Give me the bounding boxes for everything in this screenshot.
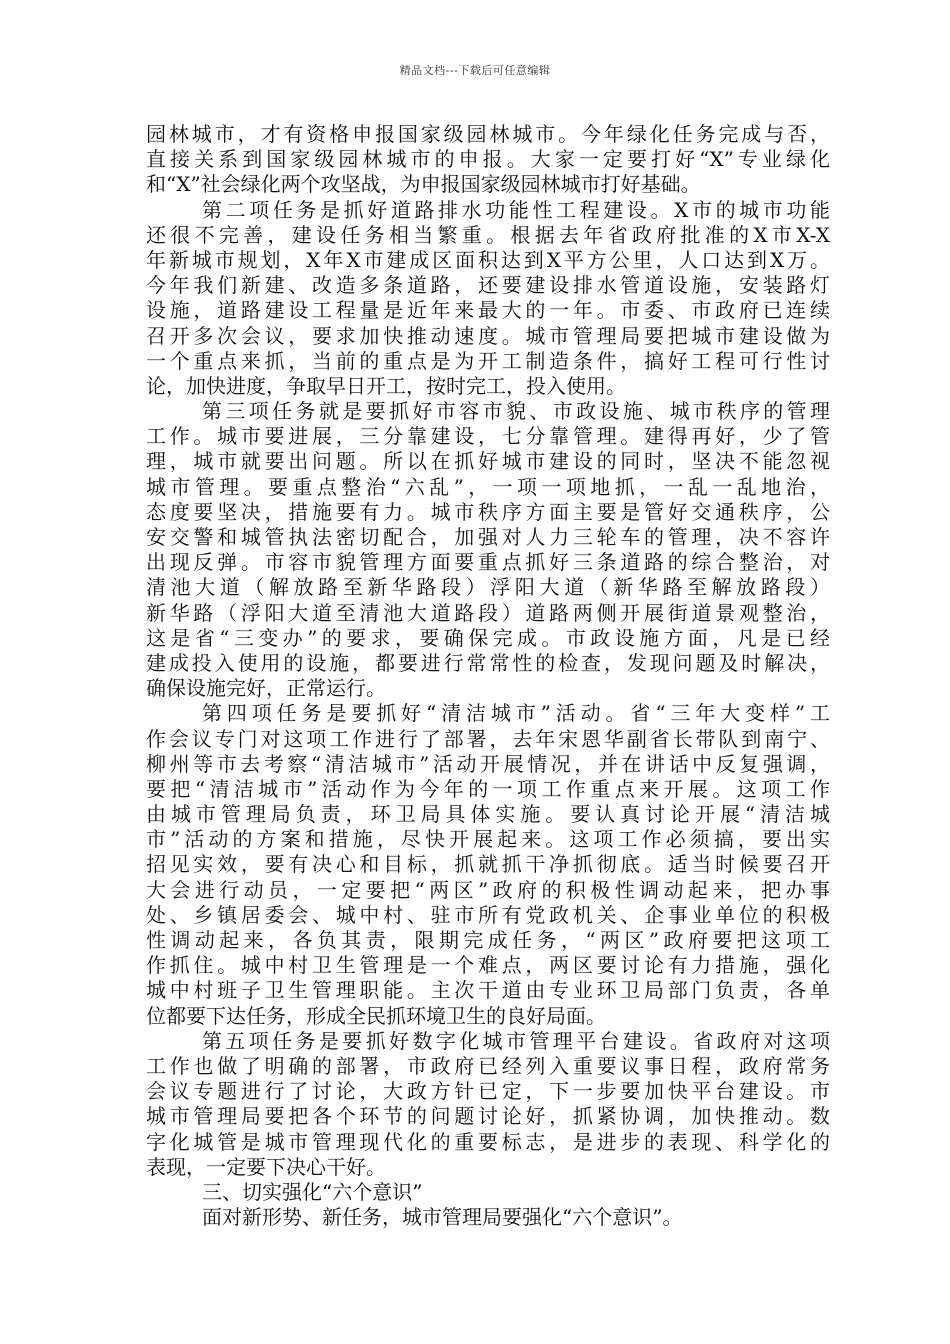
text-line: 处、乡镇居委会、城中村、驻市所有党政机关、企事业单位的积极: [146, 902, 830, 927]
text-line: 还很不完善，建设任务相当繁重。根据去年省政府批准的X市X-X: [146, 222, 830, 247]
text-line: 第四项任务是要抓好“清洁城市”活动。省“三年大变样”工: [202, 701, 830, 726]
text-line: 要把“清洁城市”活动作为今年的一项工作重点来开展。这项工作: [146, 776, 830, 801]
text-line: 会议专题进行了讨论，大政方针已定，下一步要加快平台建设。市: [146, 1079, 830, 1104]
text-line: 第三项任务就是要抓好市容市貌、市政设施、城市秩序的管理: [202, 399, 830, 424]
text-line: 作会议专门对这项工作进行了部署，去年宋恩华副省长带队到南宁、: [146, 726, 830, 751]
text-line: 作抓住。城中村卫生管理是一个难点，两区要讨论有力措施，强化: [146, 953, 830, 978]
text-line: 性调动起来，各负其责，限期完成任务，“两区”政府要把这项工: [146, 928, 830, 952]
text-line: 设施，道路建设工程量是近年来最大的一年。市委、市政府已连续: [146, 298, 830, 323]
document-body: [146, 122, 830, 1230]
text-line: 面对新形势、新任务，城市管理局要强化“六个意识”。: [202, 1205, 683, 1230]
paragraph: [146, 122, 830, 198]
text-line: 第二项任务是抓好道路排水功能性工程建设。X市的城市功能: [202, 197, 830, 222]
text-line: 柳州等市去考察“清洁城市”活动开展情况，并在讲话中反复强调，: [146, 751, 830, 776]
text-line: 园林城市，才有资格申报国家级园林城市。今年绿化任务完成与否，: [146, 122, 830, 146]
text-line: 今年我们新建、改造多条道路，还要建设排水管道设施，安装路灯: [146, 273, 830, 298]
text-line: 态度要坚决，措施要有力。城市秩序方面主要是管好交通秩序，公: [146, 499, 830, 524]
text-line: 论，加快进度，争取早日开工，按时完工，投入使用。: [146, 373, 626, 398]
text-line: 由城市管理局负责，环卫局具体实施。要认真讨论开展“清洁城: [146, 802, 830, 827]
text-line: 招见实效，要有决心和目标，抓就抓干净抓彻底。适当时候要召开: [146, 852, 830, 877]
text-line: 和“X”社会绿化两个攻坚战，为申报国家级园林城市打好基础。: [146, 172, 701, 197]
text-line: 新华路（浮阳大道至清池大道路段）道路两侧开展街道景观整治，: [146, 600, 830, 625]
text-line: 这是省“三变办”的要求，要确保完成。市政设施方面，凡是已经: [146, 625, 830, 650]
text-line: 建成投入使用的设施，都要进行常常性的检查，发现问题及时解决，: [146, 650, 830, 675]
paragraph: [146, 1029, 830, 1180]
paragraph: [146, 701, 830, 1028]
text-line: 大会进行动员，一定要把“两区”政府的积极性调动起来，把办事: [146, 877, 830, 902]
paragraph: [146, 399, 830, 701]
paragraph: [146, 1180, 830, 1205]
text-line: 理，城市就要出问题。所以在抓好城市建设的同时，坚决不能忽视: [146, 449, 830, 474]
text-line: 市”活动的方案和措施，尽快开展起来。这项工作必须搞，要出实: [146, 827, 830, 852]
text-line: 清池大道（解放路至新华路段）浮阳大道（新华路至解放路段）: [146, 575, 830, 600]
text-line: 一个重点来抓，当前的重点是为开工制造条件，搞好工程可行性讨: [146, 348, 830, 373]
text-line: 第五项任务是要抓好数字化城市管理平台建设。省政府对这项: [202, 1028, 830, 1053]
paragraph: [146, 198, 830, 400]
text-line: 安交警和城管执法密切配合，加强对人力三轮车的管理，决不容许: [146, 525, 830, 549]
text-line: 年新城市规划，X年X市建成区面积达到X平方公里，人口达到X万。: [146, 247, 830, 272]
text-line: 城市管理。要重点整治“六乱”，一项一项地抓，一乱一乱地治，: [146, 474, 830, 499]
text-line: 确保设施完好，正常运行。: [146, 676, 386, 701]
text-line: 城中村班子卫生管理职能。主次干道由专业环卫局部门负责，各单: [146, 978, 830, 1003]
text-line: 字化城管是城市管理现代化的重要标志，是进步的表现、科学化的: [146, 1129, 830, 1154]
text-line: 三、切实强化“六个意识”: [202, 1179, 423, 1204]
text-line: 表现，一定要下决心干好。: [146, 1154, 386, 1179]
page-header: 精品文档---下载后可任意编辑: [399, 64, 551, 77]
text-line: 工作也做了明确的部署，市政府已经列入重要议事日程，政府常务: [146, 1053, 830, 1078]
text-line: 城市管理局要把各个环节的问题讨论好，抓紧协调，加快推动。数: [146, 1104, 830, 1129]
text-line: 工作。城市要进展，三分靠建设，七分靠管理。建得再好，少了管: [146, 424, 830, 449]
text-line: 位都要下达任务，形成全民抓环境卫生的良好局面。: [146, 1003, 606, 1028]
text-line: 直接关系到国家级园林城市的申报。大家一定要打好“X”专业绿化: [146, 147, 830, 172]
text-line: 出现反弹。市容市貌管理方面要重点抓好三条道路的综合整治，对: [146, 550, 830, 575]
text-line: 召开多次会议，要求加快推动速度。城市管理局要把城市建设做为: [146, 323, 830, 348]
paragraph: [146, 1205, 830, 1230]
